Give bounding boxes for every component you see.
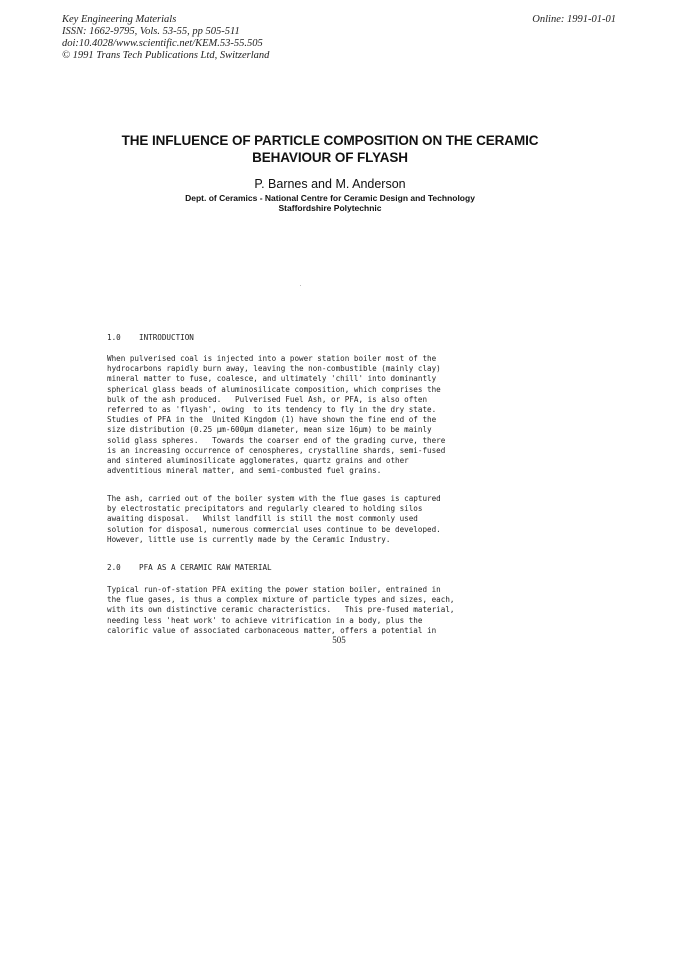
online-date: Online: 1991-01-01 <box>532 14 616 25</box>
text-line: Typical run-of-station PFA exiting the power station boiler, entrained in <box>107 585 441 594</box>
text-line: by electrostatic precipitators and regularly cleared to holding silos <box>107 504 423 514</box>
text-line: referred to as 'flyash', owing to its tendency to fly in the dry state. <box>107 405 437 415</box>
text-line: adventitious mineral matter, and semi-combusted fuel grains. <box>107 466 382 476</box>
page-number: 505 <box>332 635 346 645</box>
text-line: and sintered aluminosilicate agglomerates, quartz grains and other <box>107 456 409 466</box>
text-line: When pulverised coal is injected into a power station boiler most of the <box>107 354 437 363</box>
text-line: the flue gases, is thus a complex mixture of particle types and sizes, each, <box>107 595 455 605</box>
title-line-1: THE INFLUENCE OF PARTICLE COMPOSITION ON THE CERAMIC <box>121 133 539 148</box>
text-line: bulk of the ash produced. Pulverised Fuel Ash, or PFA, is also often <box>107 394 428 404</box>
section-heading-pfa-raw-material: 2.0 PFA AS A CERAMIC RAW MATERIAL <box>107 563 272 572</box>
authors: P. Barnes and M. Anderson <box>254 177 406 191</box>
text-line: awaiting disposal. Whilst landfill is still the most commonly used <box>107 514 418 524</box>
scan-speck <box>300 285 301 286</box>
text-line: needing less 'heat work' to achieve vitrification in a body, plus the <box>107 615 423 625</box>
text-line: with its own distinctive ceramic characteristics. This pre-fused material, <box>107 605 455 615</box>
article-title <box>60 132 600 166</box>
affiliation <box>60 193 600 213</box>
title-line-2: BEHAVIOUR OF FLYASH <box>252 150 408 165</box>
publication-metadata <box>62 14 269 62</box>
issn-line: ISSN: 1662-9795, Vols. 53-55, pp 505-511 <box>62 26 240 37</box>
affiliation-line-2: Staffordshire Polytechnic <box>278 203 382 213</box>
affiliation-line-1: Dept. of Ceramics - National Centre for Ceramic Design and Technology <box>185 193 475 203</box>
text-line: is an increasing occurrence of cenospheres, crystalline shards, semi-fused <box>107 445 446 455</box>
text-line: The ash, carried out of the boiler system with the flue gases is captured <box>107 494 441 503</box>
text-line: mineral matter to fuse, coalesce, and ultimately 'chill' into dominantly <box>107 374 437 384</box>
paragraph-pfa-1 <box>107 585 577 636</box>
text-line: solid glass spheres. Towards the coarser end of the grading curve, there <box>107 435 446 445</box>
section-heading-introduction: 1.0 INTRODUCTION <box>107 333 194 342</box>
text-line: Studies of PFA in the United Kingdom (1) have shown the fine end of the <box>107 415 437 425</box>
text-line: solution for disposal, numerous commercial uses continue to be developed. <box>107 524 441 534</box>
doi-line[interactable]: doi:10.4028/www.scientific.net/KEM.53-55.505 <box>62 38 263 49</box>
text-line: hydrocarbons rapidly burn away, leaving the non-combustible (mainly clay) <box>107 364 441 374</box>
paragraph-intro-2 <box>107 494 577 545</box>
text-line: size distribution (0.25 µm-600µm diameter, mean size 16µm) to be mainly <box>107 425 432 435</box>
copyright-line: © 1991 Trans Tech Publications Ltd, Switzerland <box>62 50 270 61</box>
journal-name: Key Engineering Materials <box>62 14 177 25</box>
paragraph-intro-1 <box>107 354 577 476</box>
text-line: calorific value of associated carbonaceous matter, offers a potential in <box>107 625 437 635</box>
text-line: spherical glass beads of aluminosilicate composition, which comprises the <box>107 384 441 394</box>
text-line: However, little use is currently made by the Ceramic Industry. <box>107 534 391 544</box>
